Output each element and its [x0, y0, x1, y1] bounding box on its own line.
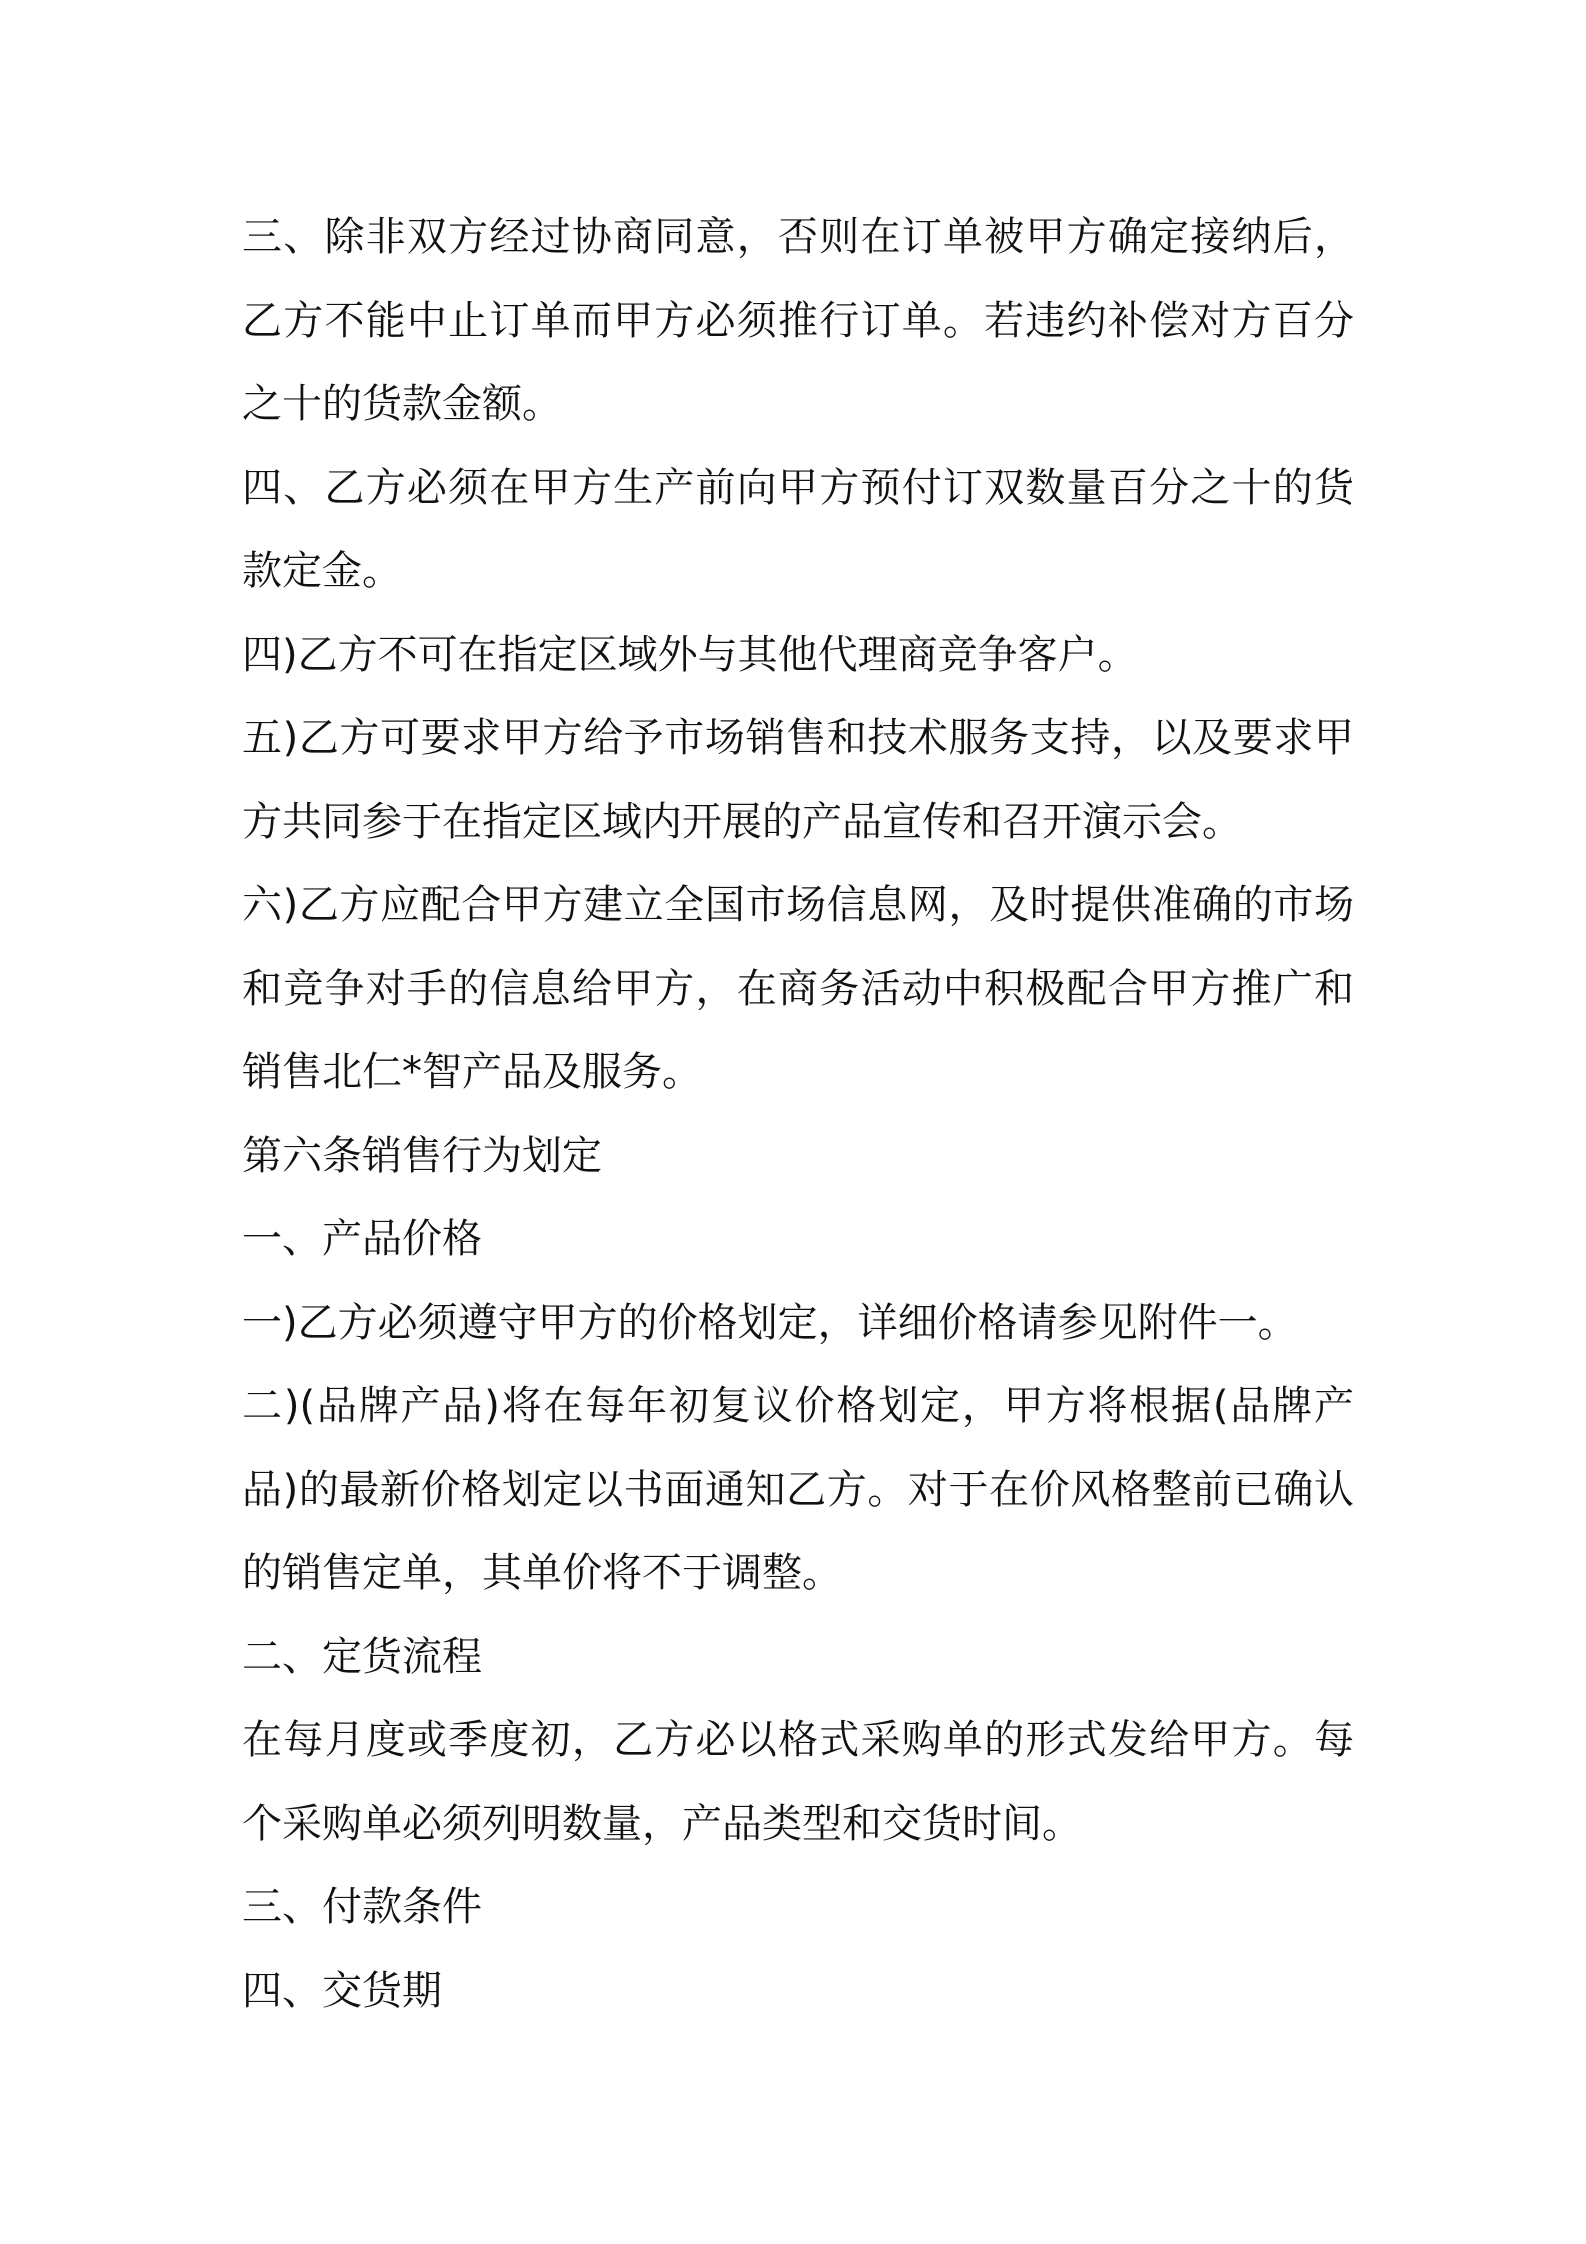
- ordering-process-text: 在每月度或季度初，乙方必以格式采购单的形式发给甲方。每个采购单必须列明数量，产品类型和交货时间。: [242, 1717, 1354, 1847]
- section-2-ordering-process-heading: 二、定货流程: [242, 1633, 482, 1680]
- item-4-territory-competition: 四)乙方不可在指定区域外与其他代理商竞争客户。: [242, 631, 1138, 678]
- article-6-heading: 第六条销售行为划定: [242, 1132, 602, 1179]
- clause-3-order-cancellation: 三、除非双方经过协商同意，否则在订单被甲方确定接纳后，乙方不能中止订单而甲方必须推行订单。若违约补偿对方百分之十的货款金额。: [242, 214, 1354, 427]
- item-2-price-review: 二)(品牌产品)将在每年初复议价格划定，甲方将根据(品牌产品)的最新价格划定以书面通知乙方。对于在价风格整前已确认的销售定单，其单价将不于调整。: [242, 1383, 1354, 1596]
- item-1-price-compliance: 一)乙方必须遵守甲方的价格划定，详细价格请参见附件一。: [242, 1299, 1298, 1346]
- clause-4-deposit: 四、乙方必须在甲方生产前向甲方预付订双数量百分之十的货款定金。: [242, 464, 1354, 594]
- section-4-delivery-period-heading: 四、交货期: [242, 1967, 442, 2014]
- item-6-market-information: 六)乙方应配合甲方建立全国市场信息网，及时提供准确的市场和竞争对手的信息给甲方，在商务活动中积极配合甲方推广和销售北仁*智产品及服务。: [242, 882, 1354, 1095]
- document-body: [242, 196, 1354, 2033]
- item-5-marketing-support: 五)乙方可要求甲方给予市场销售和技术服务支持，以及要求甲方共同参于在指定区域内开展的产品宣传和召开演示会。: [242, 715, 1354, 845]
- section-1-product-price-heading: 一、产品价格: [242, 1216, 482, 1262]
- section-3-payment-terms-heading: 三、付款条件: [242, 1884, 482, 1930]
